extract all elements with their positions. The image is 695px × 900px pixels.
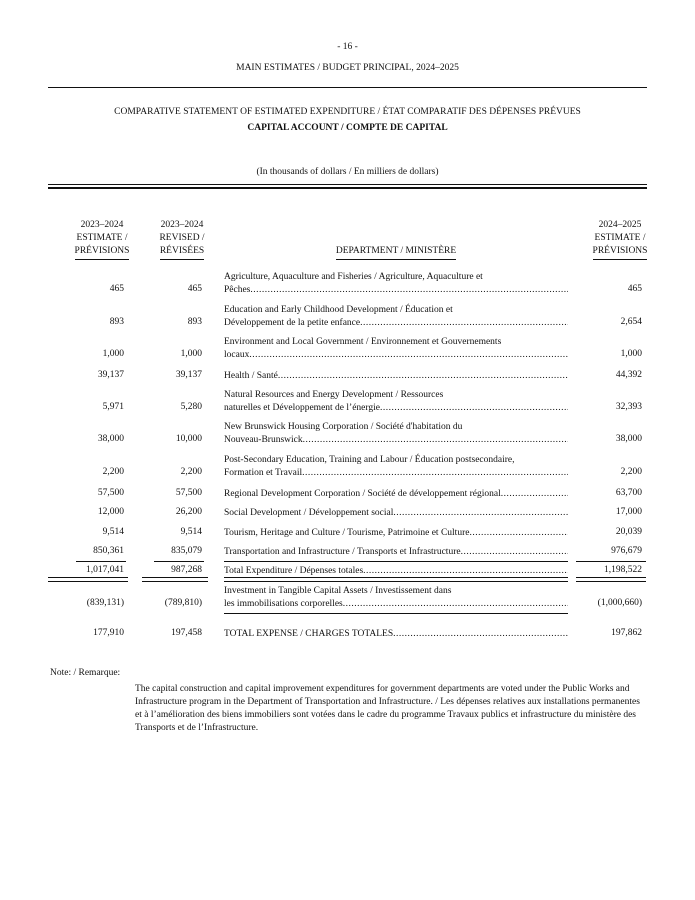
cell-department — [224, 370, 568, 383]
leader-dots — [380, 402, 568, 415]
department-line2 — [224, 317, 568, 330]
department-line2 — [224, 598, 568, 611]
cell-estimate-2024: 63,700 — [615, 488, 642, 498]
department-label: Tourism, Heritage and Culture / Tourisme, Patrimoine et Culture — [224, 528, 470, 538]
department-label: Total Expenditure / Dépenses totales — [224, 566, 364, 576]
department-line1: Investment in Tangible Capital Assets / Investissement dans — [224, 586, 452, 596]
table-top-rule — [48, 184, 647, 185]
cell-revised-2023: 197,458 — [171, 628, 202, 638]
total-rule-col1 — [76, 561, 126, 562]
cell-estimate-2024: (1,000,660) — [597, 598, 642, 608]
col3-label: DEPARTMENT / MINISTÈRE — [336, 245, 456, 260]
department-line1: Agriculture, Aquaculture and Fisheries / Agriculture, Aquaculture et — [224, 272, 483, 282]
leader-dots — [303, 434, 568, 447]
cell-department — [224, 389, 568, 415]
cell-estimate-2023: 12,000 — [97, 507, 124, 517]
col4-line3: PRÉVISIONS — [593, 245, 648, 260]
cell-estimate-2023: 57,500 — [97, 488, 124, 498]
cell-department — [224, 271, 568, 297]
department-line2 — [224, 527, 568, 540]
cell-revised-2023: 9,514 — [180, 527, 202, 537]
table-top-rule-heavy — [48, 187, 647, 189]
col2-line2: REVISED / — [159, 233, 205, 243]
col1-line2: ESTIMATE / — [76, 233, 128, 243]
units-note: (In thousands of dollars / En milliers de dollars) — [256, 167, 439, 177]
leader-dots — [501, 488, 568, 501]
department-line2 — [224, 507, 568, 520]
col1-line1: 2023–2024 — [80, 220, 124, 230]
col1-line3: PRÉVISIONS — [75, 245, 130, 260]
total-double-rule-col4 — [576, 577, 646, 582]
col-heading-estimate-2024 — [566, 219, 674, 260]
col2-line3: RÉVISÉES — [160, 245, 204, 260]
cell-estimate-2024: 20,039 — [615, 527, 642, 537]
cell-revised-2023: 5,280 — [180, 402, 202, 412]
cell-department — [224, 454, 568, 480]
cell-estimate-2023: 465 — [109, 284, 124, 294]
leader-dots — [461, 546, 568, 559]
statement-subtitle: CAPITAL ACCOUNT / COMPTE DE CAPITAL — [247, 123, 448, 133]
cell-estimate-2024: 465 — [627, 284, 642, 294]
col2-line1: 2023–2024 — [160, 220, 204, 230]
col4-line2: ESTIMATE / — [594, 233, 646, 243]
cell-department — [224, 507, 568, 520]
department-label: Regional Development Corporation / Société de développement régional — [224, 489, 501, 499]
note-label: Note: / Remarque: — [50, 668, 121, 678]
total-double-rule-col2 — [142, 577, 208, 582]
department-line2 — [224, 370, 568, 383]
cell-estimate-2023: 39,137 — [97, 370, 124, 380]
cell-revised-2023: (789,810) — [164, 598, 202, 608]
department-line2 — [224, 628, 568, 641]
leader-dots — [469, 527, 568, 540]
department-line2 — [224, 402, 568, 415]
total-double-rule-col1 — [48, 577, 128, 582]
cell-estimate-2024: 38,000 — [615, 434, 642, 444]
cell-revised-2023: 987,268 — [171, 565, 202, 575]
cell-revised-2023: 39,137 — [175, 370, 202, 380]
col-heading-revised-2023 — [128, 219, 236, 260]
cell-estimate-2024: 44,392 — [615, 370, 642, 380]
department-label: Transportation and Infrastructure / Transports et Infrastructure — [224, 547, 461, 557]
cell-estimate-2023: 38,000 — [97, 434, 124, 444]
leader-dots — [393, 628, 568, 641]
cell-revised-2023: 893 — [187, 317, 202, 327]
department-line2 — [224, 488, 568, 501]
cell-department — [224, 488, 568, 501]
department-line2 — [224, 467, 568, 480]
cell-revised-2023: 465 — [187, 284, 202, 294]
leader-dots — [343, 598, 568, 611]
leader-dots — [302, 467, 568, 480]
cell-estimate-2024: 2,654 — [620, 317, 642, 327]
cell-revised-2023: 26,200 — [175, 507, 202, 517]
cell-estimate-2024: 197,862 — [611, 628, 642, 638]
department-line1: Environment and Local Government / Environnement et Gouvernements — [224, 337, 502, 347]
department-label: Formation et Travail — [224, 468, 303, 478]
cell-revised-2023: 10,000 — [175, 434, 202, 444]
department-label: les immobilisations corporelles — [224, 599, 343, 609]
department-label: Health / Santé — [224, 371, 278, 381]
cell-department — [224, 628, 568, 641]
cell-department — [224, 336, 568, 362]
cell-revised-2023: 2,200 — [180, 467, 202, 477]
department-label: naturelles et Développement de l’énergie — [224, 403, 380, 413]
total-rule-dept — [224, 561, 568, 562]
leader-dots — [249, 349, 568, 362]
leader-dots — [250, 284, 568, 297]
cell-estimate-2023: 1,017,041 — [86, 565, 124, 575]
running-title: MAIN ESTIMATES / BUDGET PRINCIPAL, 2024–2025 — [236, 63, 459, 73]
cell-estimate-2024: 32,393 — [615, 402, 642, 412]
cell-estimate-2024: 1,000 — [620, 349, 642, 359]
statement-title: COMPARATIVE STATEMENT OF ESTIMATED EXPENDITURE / ÉTAT COMPARATIF DES DÉPENSES PRÉVUES — [114, 107, 581, 117]
cell-estimate-2023: (839,131) — [86, 598, 124, 608]
cell-department — [224, 546, 568, 559]
cell-revised-2023: 835,079 — [171, 546, 202, 556]
col-heading-department — [224, 245, 568, 260]
cell-department — [224, 421, 568, 447]
department-line1: Post-Secondary Education, Training and Labour / Éducation postsecondaire, — [224, 455, 515, 465]
total-rule-col2 — [154, 561, 204, 562]
cell-estimate-2023: 9,514 — [102, 527, 124, 537]
department-line1: Natural Resources and Energy Development / Ressources — [224, 390, 444, 400]
cell-estimate-2024: 2,200 — [620, 467, 642, 477]
cell-estimate-2023: 177,910 — [93, 628, 124, 638]
department-line2 — [224, 284, 568, 297]
department-line2 — [224, 546, 568, 559]
cell-department — [224, 585, 568, 611]
cell-estimate-2024: 17,000 — [615, 507, 642, 517]
department-line1: Education and Early Childhood Development / Éducation et — [224, 305, 453, 315]
note-text: The capital construction and capital improvement expenditures for government departments are voted under the Public Works and Infrastructure program in the Department of Transportation and Infrastructure. / Les dépenses relatives aux installations permanentes et à l’amélioration des biens immobiliers sont votées dans le cadre du programme Travaux publics et infrastructure du ministère des Transports et de l’Infrastructure. — [135, 684, 640, 733]
cell-department — [224, 527, 568, 540]
cell-revised-2023: 1,000 — [180, 349, 202, 359]
department-line2 — [224, 434, 568, 447]
department-line1: New Brunswick Housing Corporation / Société d'habitation du — [224, 422, 463, 432]
cell-estimate-2023: 5,971 — [102, 402, 124, 412]
col4-line1: 2024–2025 — [598, 220, 642, 230]
department-label: Nouveau-Brunswick — [224, 435, 303, 445]
cell-estimate-2023: 1,000 — [102, 349, 124, 359]
cell-department — [224, 304, 568, 330]
total-rule-col4 — [576, 561, 646, 562]
leader-dots — [393, 507, 568, 520]
investment-rule — [224, 613, 568, 614]
department-label: locaux — [224, 350, 250, 360]
department-label: Développement de la petite enfance — [224, 318, 361, 328]
leader-dots — [360, 317, 568, 330]
department-line2 — [224, 349, 568, 362]
department-label: Social Development / Développement social — [224, 508, 394, 518]
cell-estimate-2023: 2,200 — [102, 467, 124, 477]
cell-estimate-2024: 1,198,522 — [604, 565, 642, 575]
total-double-rule-dept — [224, 577, 568, 582]
header-rule — [48, 87, 647, 88]
page-number: - 16 - — [337, 42, 358, 52]
department-label: TOTAL EXPENSE / CHARGES TOTALES — [224, 629, 394, 639]
leader-dots — [278, 370, 568, 383]
cell-estimate-2023: 850,361 — [93, 546, 124, 556]
cell-estimate-2023: 893 — [109, 317, 124, 327]
cell-revised-2023: 57,500 — [175, 488, 202, 498]
cell-estimate-2024: 976,679 — [611, 546, 642, 556]
department-label: Pêches — [224, 285, 251, 295]
